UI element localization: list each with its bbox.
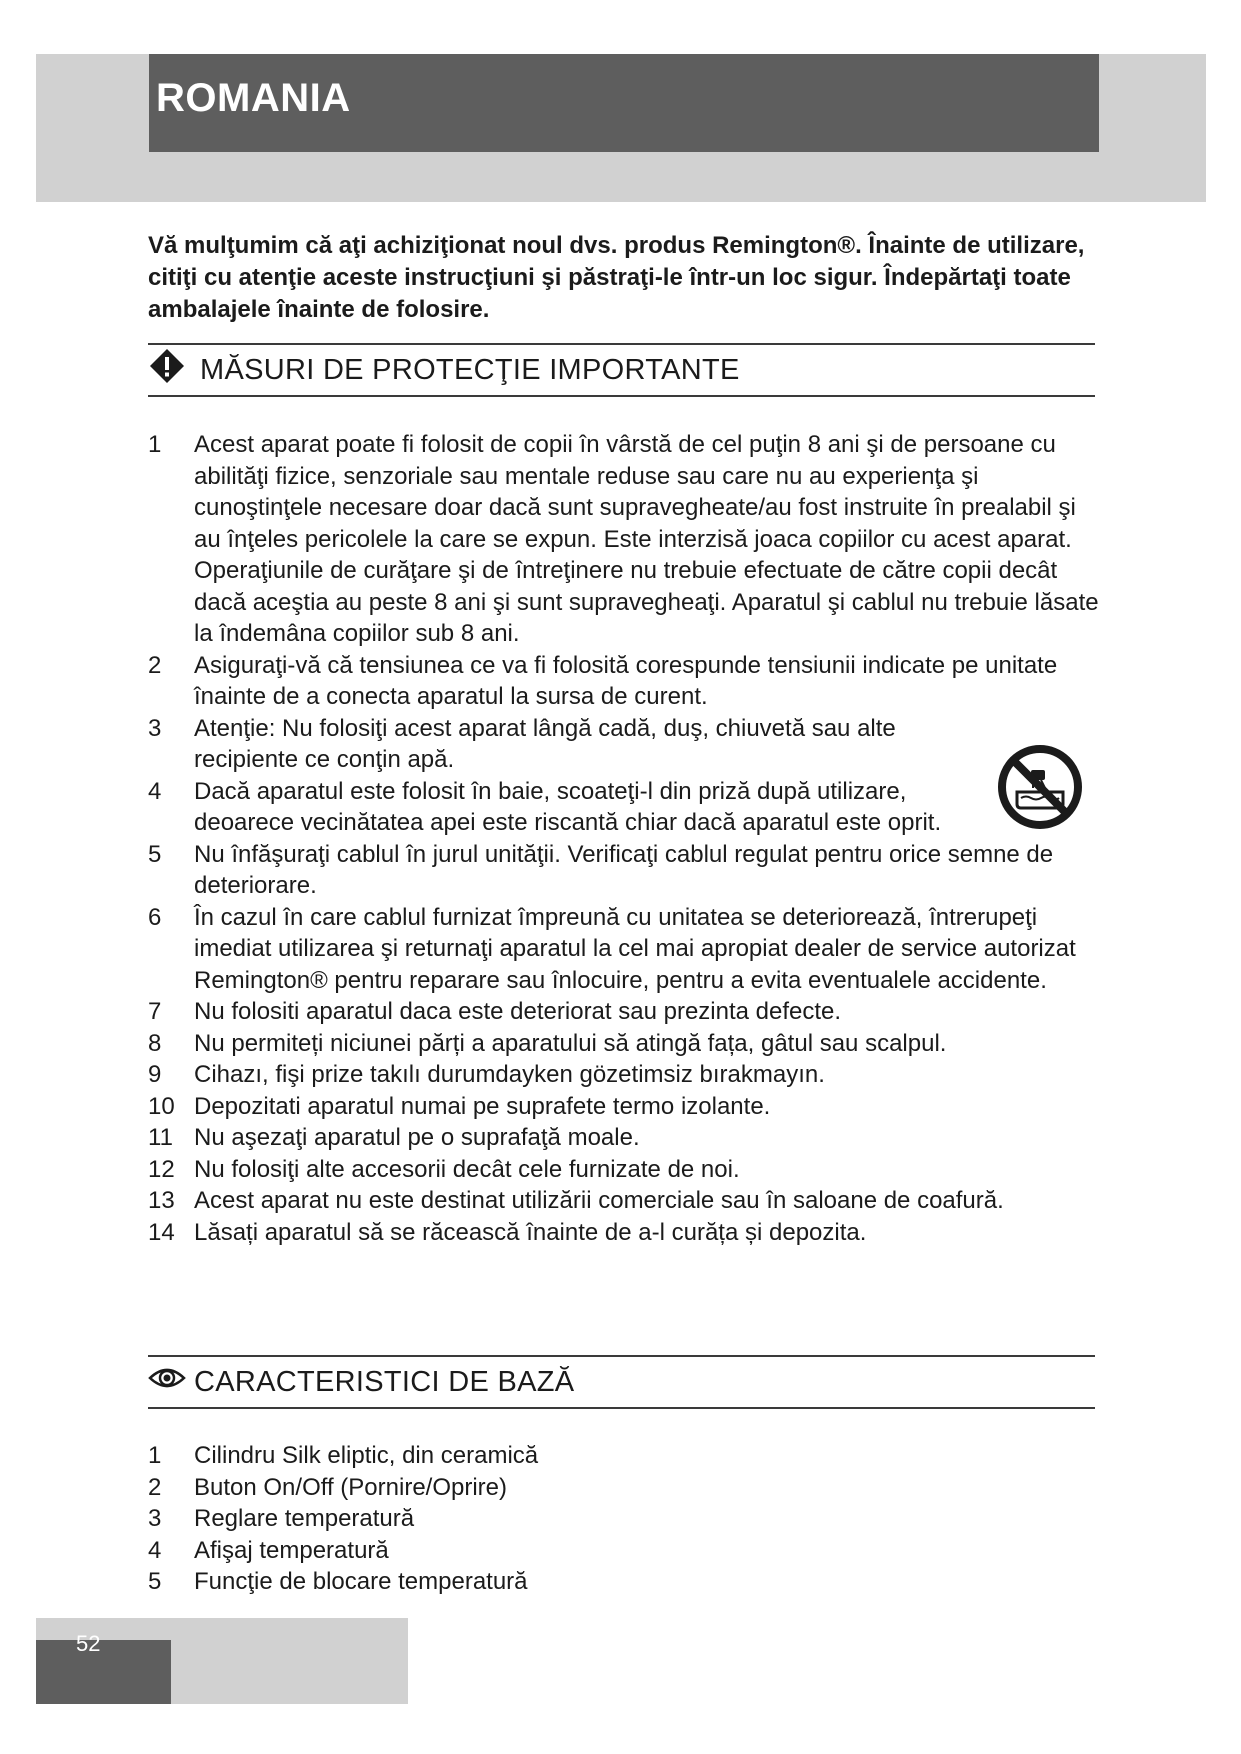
list-item	[148, 650, 1100, 713]
safety-heading	[148, 350, 740, 390]
safety-list	[148, 429, 1100, 1248]
item-text: Buton On/Off (Pornire/Oprire)	[194, 1473, 508, 1501]
divider	[148, 343, 1095, 345]
list-item	[148, 1566, 1100, 1598]
item-number: 2	[148, 1473, 162, 1501]
item-number: 2	[148, 651, 162, 679]
item-number: 7	[148, 998, 162, 1025]
item-number: 4	[148, 777, 162, 805]
list-item	[148, 713, 994, 776]
no-water-bath-icon	[995, 742, 1085, 832]
list-item	[148, 996, 1100, 1028]
item-text: În cazul în care cablul furnizat împreună cu unitatea se deteriorează, întrerupeţi imediat utilizarea şi returnaţi aparatul la cel mai apropiat dealer de service autorizat Remington® pentru reparare sau înlocuire, pentru a evita eventualele accidente.	[194, 903, 1076, 994]
item-number: 4	[148, 1536, 162, 1564]
item-text: Depozitati aparatul numai pe suprafete termo izolante.	[194, 1092, 771, 1120]
item-number: 12	[148, 1155, 175, 1183]
item-number: 9	[148, 1061, 162, 1088]
item-text: Asiguraţi-vă că tensiunea ce va fi folosită corespunde tensiunii indicate pe unitate înainte de a conecta aparatul la sursa de curent.	[194, 651, 1058, 710]
warning-diamond-icon	[148, 347, 186, 393]
list-item	[148, 1535, 1100, 1567]
divider	[148, 1407, 1095, 1409]
item-text: Dacă aparatul este folosit în baie, scoateţi-l din priză după utilizare, deoarece vecinătatea apei este riscantă chiar dacă aparatul este oprit.	[194, 777, 942, 836]
list-item	[148, 1154, 1100, 1186]
item-text: Atenţie: Nu folosiţi acest aparat lângă cadă, duş, chiuvetă sau alte recipiente ce conţin apă.	[194, 714, 896, 773]
page-title: ROMANIA	[156, 76, 351, 120]
eye-icon	[148, 1365, 186, 1399]
item-number: 3	[148, 1505, 162, 1532]
item-number: 5	[148, 840, 162, 868]
item-text: Nu permiteți niciunei părți a aparatului să atingă fața, gâtul sau scalpul.	[194, 1029, 947, 1057]
list-item	[148, 1217, 1100, 1249]
list-item	[148, 902, 1100, 997]
features-heading	[148, 1362, 574, 1402]
item-number: 13	[148, 1187, 175, 1214]
item-number: 5	[148, 1568, 162, 1595]
list-item	[148, 1028, 1100, 1060]
list-item	[148, 1472, 1100, 1504]
item-text: Nu înfăşuraţi cablul în jurul unităţii. Verificaţi cablul regulat pentru orice semne de deteriorare.	[194, 840, 1054, 899]
page-number: 52	[76, 1631, 101, 1656]
item-number: 3	[148, 714, 162, 742]
item-number: 8	[148, 1029, 162, 1057]
intro-text: Vă mulţumim că aţi achiziţionat noul dvs. produs Remington®. Înainte de utilizare, citiţi cu atenţie aceste instrucţiuni şi păstraţi-le într-un loc sigur. Îndepărtaţi toate ambalajele înainte de folosire.	[148, 232, 1085, 323]
list-item	[148, 1122, 1100, 1154]
footer-box	[36, 1640, 171, 1704]
item-text: Afişaj temperatură	[194, 1536, 389, 1564]
item-text: Acest aparat nu este destinat utilizării comerciale sau în saloane de coafură.	[194, 1187, 1004, 1214]
list-item	[148, 1440, 1100, 1472]
item-text: Reglare temperatură	[194, 1505, 415, 1532]
item-number: 14	[148, 1218, 175, 1246]
item-text: Cihazı, fişi prize takılı durumdayken gözetimsiz bırakmayın.	[194, 1061, 825, 1088]
list-item	[148, 1185, 1100, 1217]
features-title: CARACTERISTICI DE BAZĂ	[194, 1365, 575, 1398]
list-item	[148, 1059, 1100, 1091]
list-item	[148, 1503, 1100, 1535]
item-number: 11	[148, 1124, 173, 1151]
list-item	[148, 839, 1100, 902]
item-number: 6	[148, 903, 162, 931]
list-item	[148, 1091, 1100, 1123]
item-text: Acest aparat poate fi folosit de copii în vârstă de cel puţin 8 ani şi de persoane cu abilităţi fizice, senzoriale sau mentale reduse sau care nu au experienţa şi cunoştinţele necesare doar dacă sunt supravegheate/au fost instruite în prealabil şi au înţeles pericolele la care se expun. Este interzisă joaca copiilor cu acest aparat. Operaţiunile de curăţare şi de întreţinere nu trebuie efectuate de către copii decât dacă aceştia au peste 8 ani şi sunt supravegheaţi. Aparatul şi cablul nu trebuie lăsate la îndemâna copiilor sub 8 ani.	[194, 431, 1099, 647]
item-text: Nu folosiţi alte accesorii decât cele furnizate de noi.	[194, 1155, 740, 1183]
item-text: Funcţie de blocare temperatură	[194, 1568, 528, 1595]
divider	[148, 1355, 1095, 1357]
list-item	[148, 429, 1100, 650]
features-list	[148, 1440, 1100, 1598]
item-text: Nu folositi aparatul daca este deteriorat sau prezinta defecte.	[194, 998, 842, 1025]
item-number: 10	[148, 1092, 175, 1120]
list-item	[148, 776, 994, 839]
item-number: 1	[148, 1442, 162, 1469]
safety-title: MĂSURI DE PROTECŢIE IMPORTANTE	[200, 353, 740, 386]
item-text: Nu aşezaţi aparatul pe o suprafaţă moale.	[194, 1124, 640, 1151]
item-number: 1	[148, 431, 162, 458]
item-text: Cilindru Silk eliptic, din ceramică	[194, 1442, 539, 1469]
divider	[148, 395, 1095, 397]
item-text: Lăsați aparatul să se răcească înainte de a-l curăța și depozita.	[194, 1218, 867, 1246]
